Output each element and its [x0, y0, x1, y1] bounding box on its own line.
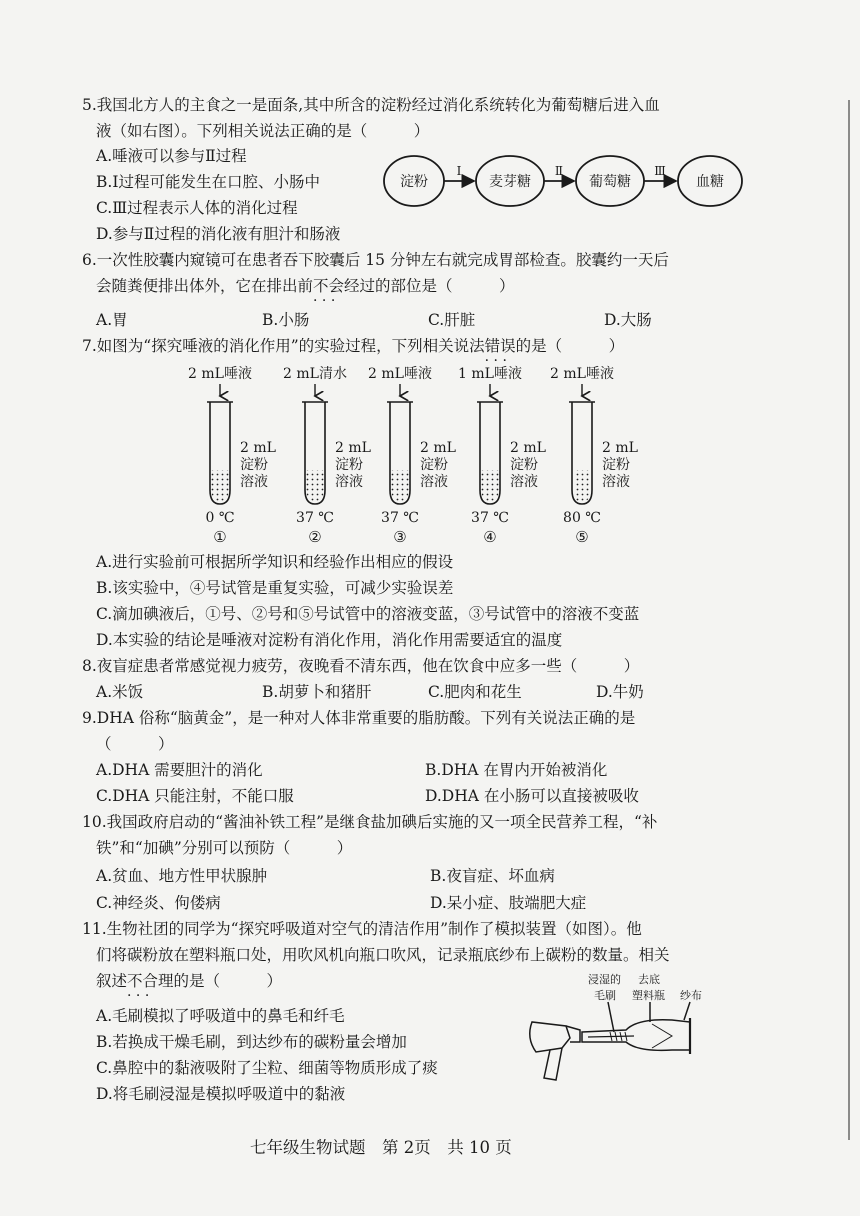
tube-3-temperature: 37 ℃ [381, 510, 419, 526]
tube-4-side-label: 淀粉 [510, 457, 538, 473]
tube-4-temperature: 37 ℃ [471, 510, 509, 526]
respiratory-model-figure [522, 970, 752, 1090]
q9-option-b: B.DHA 在胃内开始被消化 [425, 761, 608, 779]
q10-stem-line2: 铁”和“加碘”分别可以预防（ ） [96, 839, 353, 857]
q10-option-b: B.夜盲症、坏血病 [430, 867, 555, 885]
q11-stem-line1: 11.生物社团的同学为“探究呼吸道对空气的清洁作用”制作了模拟装置（如图）。他 [82, 920, 642, 938]
tube-3-side-label: 淀粉 [420, 457, 448, 473]
page-footer: 七年级生物试题 第 2页 共 10 页 [250, 1138, 512, 1157]
step-1-label: Ⅰ [456, 164, 462, 178]
label-brush: 毛刷 [594, 989, 616, 1002]
q5-stem-line1: 5.我国北方人的主食之一是面条,其中所含的淀粉经过消化系统转化为葡萄糖后进入血 [82, 96, 660, 114]
label-wet: 浸湿的 [588, 973, 621, 986]
tube-2-liquid [307, 470, 324, 502]
q5-option-b: B.Ⅰ过程可能发生在口腔、小肠中 [96, 173, 320, 191]
q9-option-a: A.DHA 需要胆汁的消化 [96, 761, 263, 779]
tube-4-side-label: 2 mL [510, 440, 546, 456]
q5-option-c: C.Ⅲ过程表示人体的消化过程 [96, 199, 298, 217]
q6-stem-line2: 会随粪便排出体外，它在排出前不会 · · ·经过的部位是（ ） [96, 276, 515, 296]
tube-4-reagent: 1 mL唾液 [458, 366, 522, 382]
tube-5-number: ⑤ [575, 528, 589, 546]
q11-option-a: A.毛刷模拟了呼吸道中的鼻毛和纤毛 [96, 1007, 345, 1025]
tube-2-reagent: 2 mL清水 [283, 366, 347, 382]
q6-option-b: B.小肠 [262, 311, 310, 329]
node-maltose-label: 麦芽糖 [489, 174, 531, 190]
tube-3-side-label: 2 mL [420, 440, 456, 456]
digestion-flow-diagram [380, 148, 770, 218]
q11-option-c: C.鼻腔中的黏液吸附了尘粒、细菌等物质形成了痰 [96, 1059, 438, 1077]
tube-3-reagent: 2 mL唾液 [368, 366, 432, 382]
tube-1-liquid [212, 470, 229, 502]
q6-option-a: A.胃 [96, 311, 128, 329]
tube-3-number: ③ [393, 528, 407, 546]
plastic-bottle [582, 1020, 690, 1051]
tube-5-reagent: 2 mL唾液 [550, 366, 614, 382]
q9-option-c: C.DHA 只能注射，不能口服 [96, 787, 294, 805]
tube-2-side-label: 2 mL [335, 440, 371, 456]
q9-stem-line1: 9.DHA 俗称“脑黄金”，是一种对人体非常重要的脂肪酸。下列有关说法正确的是 [82, 709, 636, 727]
q7-stem-line1: 7.如图为“探究唾液的消化作用”的实验过程，下列相关说法错误 · · ·的是（ ） [82, 336, 624, 356]
q7-option-b: B.该实验中，④号试管是重复实验，可减少实验误差 [96, 579, 454, 597]
label-gauze: 纱布 [680, 989, 702, 1002]
node-starch-label: 淀粉 [400, 174, 428, 190]
scan-edge-line [848, 100, 850, 1140]
q11-option-b: B.若换成干燥毛刷，到达纱布的碳粉量会增加 [96, 1033, 407, 1051]
tube-5-temperature: 80 ℃ [563, 510, 601, 526]
emphasis-not: 不会 · · · [313, 277, 344, 295]
tube-4-side-label: 溶液 [510, 474, 538, 490]
q9-option-d: D.DHA 在小肠可以直接被吸收 [425, 787, 639, 805]
q7-option-c: C.滴加碘液后，①号、②号和⑤号试管中的溶液变蓝，③号试管中的溶液不变蓝 [96, 605, 640, 623]
q11-option-d: D.将毛刷浸湿是模拟呼吸道中的黏液 [96, 1085, 346, 1103]
step-3-label: Ⅲ [654, 164, 666, 178]
q6-option-d: D.大肠 [604, 311, 652, 329]
q7-option-a: A.进行实验前可根据所学知识和经验作出相应的假设 [96, 553, 454, 571]
tube-1-temperature: 0 ℃ [205, 510, 235, 526]
saliva-experiment-figure [180, 362, 660, 548]
tube-2-side-label: 淀粉 [335, 457, 363, 473]
tube-5-liquid [574, 470, 591, 502]
q8-option-a: A.米饭 [96, 683, 144, 701]
tube-5-side-label: 2 mL [602, 440, 638, 456]
q9-stem-line2: （ ） [96, 735, 174, 753]
q11-stem-line3: 叙述不合理 · · ·的是（ ） [96, 971, 282, 991]
tube-1-reagent: 2 mL唾液 [188, 366, 252, 382]
tube-3-liquid [392, 470, 409, 502]
emphasis-wrong: 错误 · · · [485, 337, 516, 355]
tube-2-temperature: 37 ℃ [296, 510, 334, 526]
q7-option-d: D.本实验的结论是唾液对淀粉有消化作用，消化作用需要适宜的温度 [96, 631, 563, 649]
q10-stem-line1: 10.我国政府启动的“酱油补铁工程”是继食盐加碘后实施的又一项全民营养工程，“补 [82, 813, 658, 831]
q5-option-d: D.参与Ⅱ过程的消化液有胆汁和肠液 [96, 225, 341, 243]
q10-option-d: D.呆小症、肢端肥大症 [430, 894, 587, 912]
tube-1-side-label: 淀粉 [240, 457, 268, 473]
tube-4-liquid [482, 470, 499, 502]
label-bottomless: 去底 [638, 973, 660, 986]
tube-3-side-label: 溶液 [420, 474, 448, 490]
q10-option-c: C.神经炎、佝偻病 [96, 894, 221, 912]
tube-2-number: ② [308, 528, 322, 546]
q11-stem-line2: 们将碳粉放在塑料瓶口处，用吹风机向瓶口吹风，记录瓶底纱布上碳粉的数量。相关 [96, 946, 670, 964]
tube-1-side-label: 溶液 [240, 474, 268, 490]
q6-stem-line1: 6.一次性胶囊内窥镜可在患者吞下胶囊后 15 分钟左右就完成胃部检查。胶囊约一天后 [82, 251, 669, 269]
emphasis-unreasonable: 不合理 · · · [127, 972, 174, 990]
q8-option-b: B.胡萝卜和猪肝 [262, 683, 372, 701]
tube-1-number: ① [213, 528, 227, 546]
tube-2-side-label: 溶液 [335, 474, 363, 490]
tube-1-side-label: 2 mL [240, 440, 276, 456]
q10-option-a: A.贫血、地方性甲状腺肿 [96, 867, 268, 885]
q8-stem: 8.夜盲症患者常感觉视力疲劳，夜晚看不清东西，他在饮食中应多一些（ ） [82, 657, 640, 675]
node-blood-sugar-label: 血糖 [696, 174, 724, 190]
tube-4-number: ④ [483, 528, 497, 546]
q5-stem-line2: 液（如右图）。下列相关说法正确的是（ ） [96, 122, 430, 140]
tube-5-side-label: 淀粉 [602, 457, 630, 473]
q8-option-d: D.牛奶 [596, 683, 644, 701]
label-plastic-bottle: 塑料瓶 [632, 989, 665, 1002]
hair-dryer [530, 1022, 570, 1052]
q5-option-a: A.唾液可以参与Ⅱ过程 [96, 147, 247, 165]
q6-option-c: C.肝脏 [428, 311, 476, 329]
step-2-label: Ⅱ [554, 164, 564, 178]
tube-5-side-label: 溶液 [602, 474, 630, 490]
node-glucose-label: 葡萄糖 [589, 174, 631, 190]
q8-option-c: C.肥肉和花生 [428, 683, 522, 701]
